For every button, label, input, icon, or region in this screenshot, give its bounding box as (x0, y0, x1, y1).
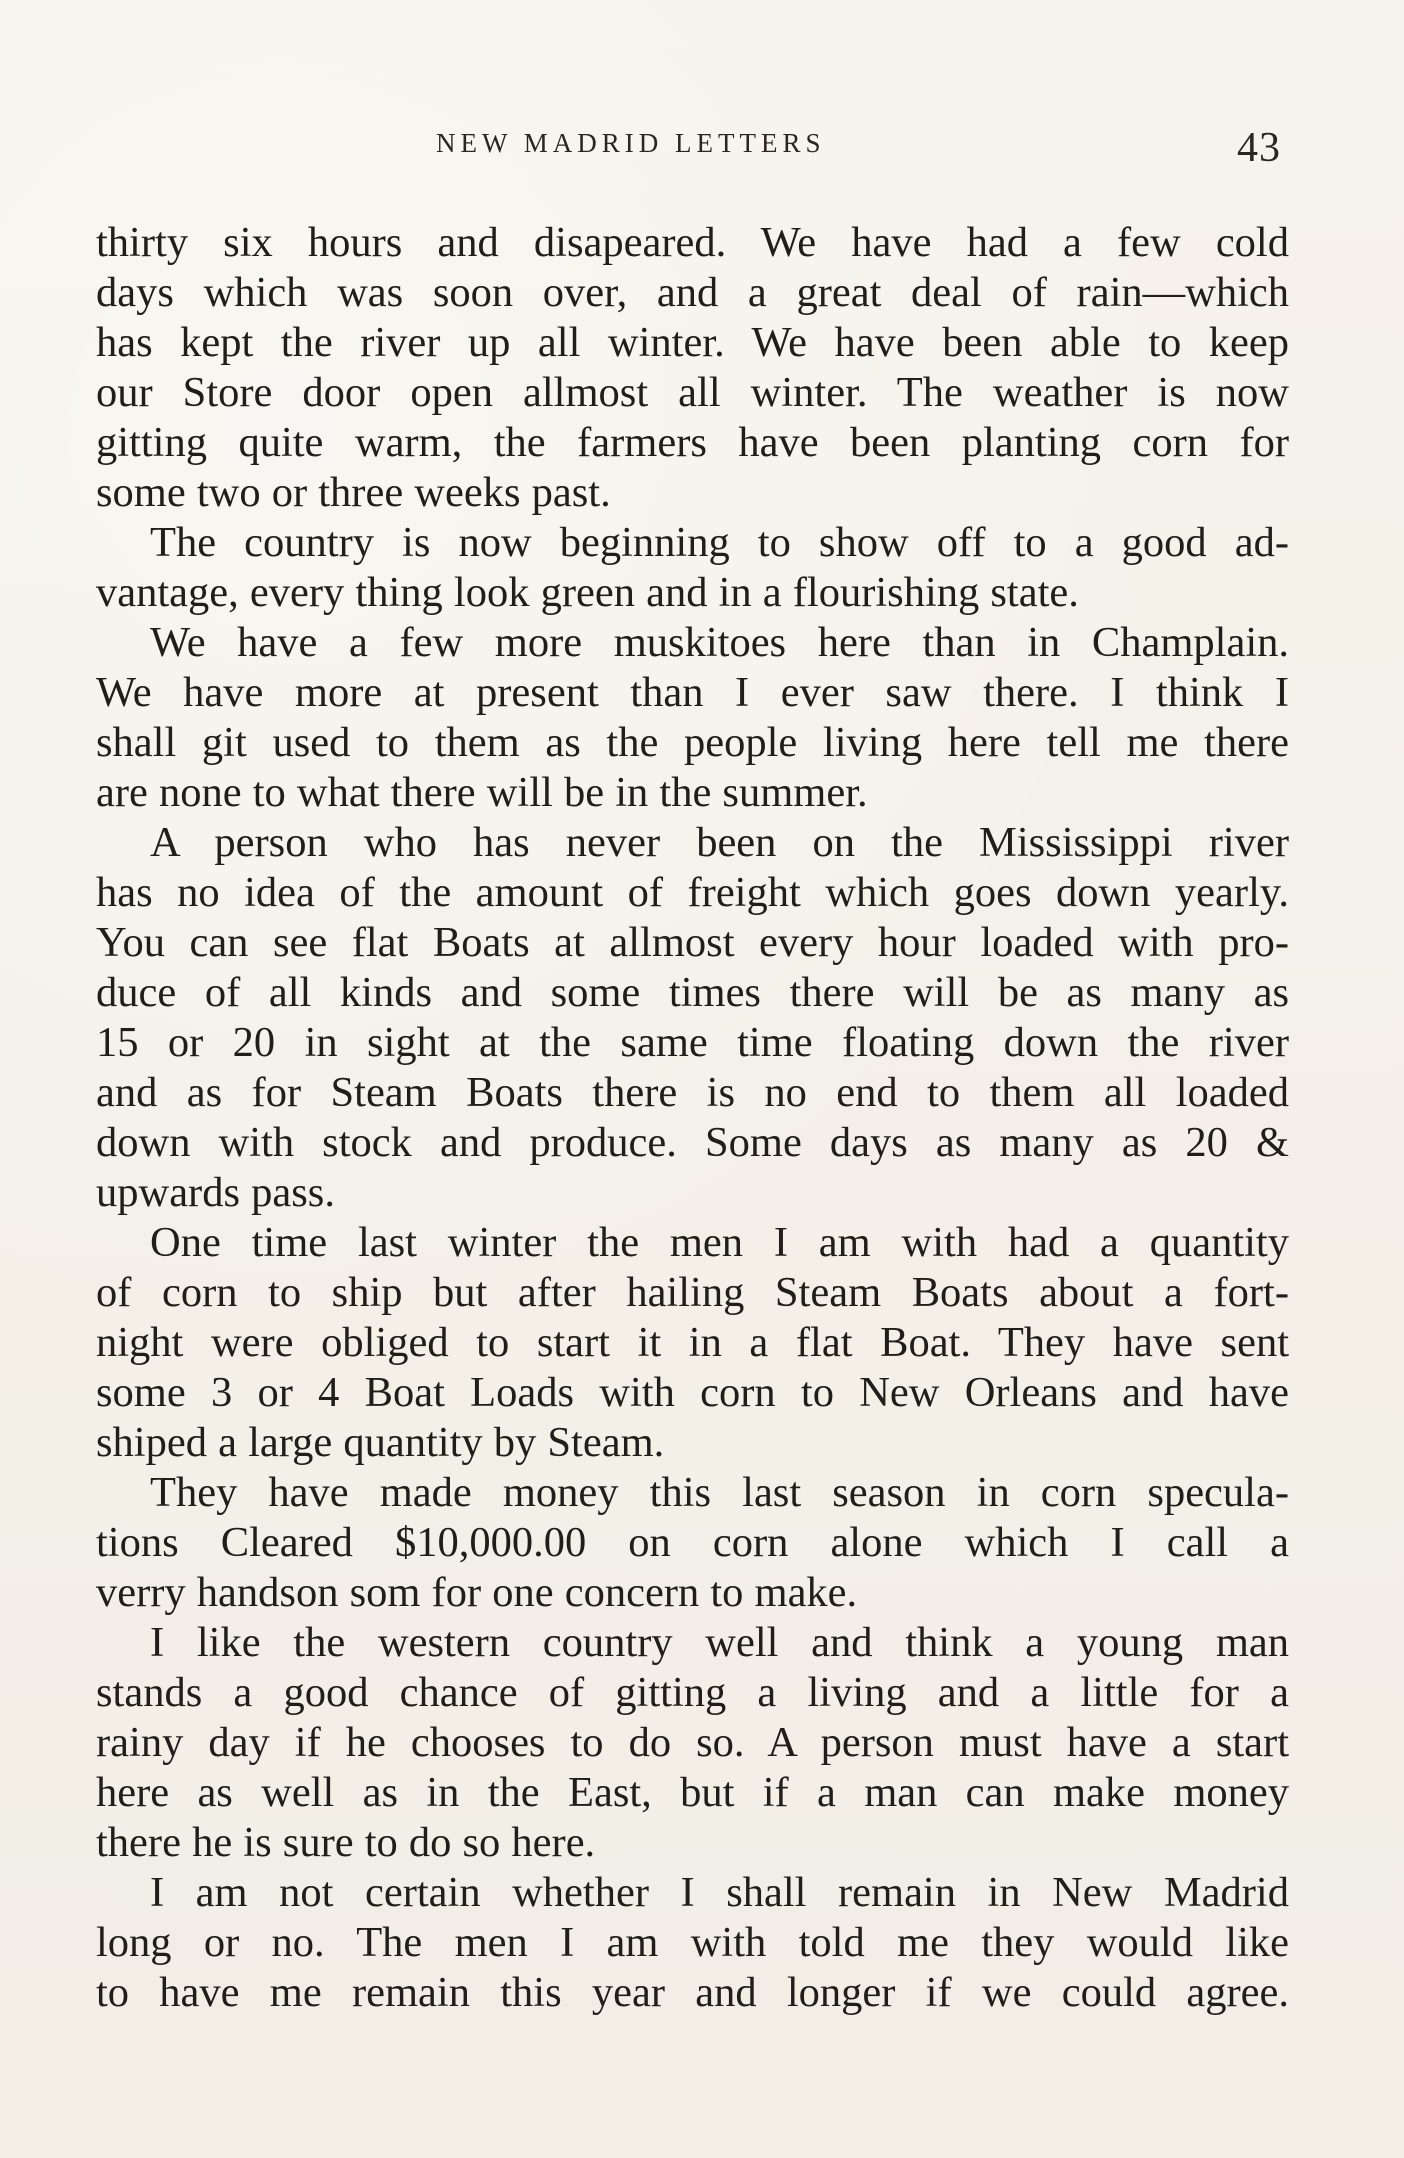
text-line: has kept the river up all winter. We have been able to keep (96, 319, 1289, 366)
letter-text (96, 218, 1289, 2018)
paragraph-4 (96, 818, 1289, 1218)
text-line: shall git used to them as the people living here tell me there (96, 719, 1289, 766)
paragraph-6 (96, 1468, 1289, 1618)
text-line: verry handson som for one concern to make. (96, 1569, 858, 1616)
text-line: there he is sure to do so here. (96, 1819, 596, 1866)
text-line: night were obliged to start it in a flat Boat. They have sent (96, 1319, 1289, 1366)
paragraph-2 (96, 518, 1289, 618)
text-line: rainy day if he chooses to do so. A person must have a start (96, 1719, 1289, 1766)
running-title: NEW MADRID LETTERS (436, 128, 826, 158)
text-line: upwards pass. (96, 1169, 335, 1216)
text-line: duce of all kinds and some times there will be as many as (96, 969, 1289, 1016)
text-line: We have a few more muskitoes here than in Champlain. (150, 619, 1289, 666)
text-line: and as for Steam Boats there is no end to them all loaded (96, 1069, 1289, 1116)
text-line: of corn to ship but after hailing Steam Boats about a fort- (96, 1269, 1289, 1316)
text-line: 15 or 20 in sight at the same time floating down the river (96, 1019, 1289, 1066)
text-line: here as well as in the East, but if a man can make money (96, 1769, 1289, 1816)
text-line: gitting quite warm, the farmers have been planting corn for (96, 419, 1289, 466)
text-line: A person who has never been on the Mississippi river (150, 819, 1289, 866)
text-line: We have more at present than I ever saw there. I think I (96, 669, 1289, 716)
text-line: The country is now beginning to show off to a good ad- (150, 519, 1289, 566)
text-line: I like the western country well and think a young man (150, 1619, 1289, 1666)
text-line: stands a good chance of gitting a living and a little for a (96, 1669, 1289, 1716)
text-line: tions Cleared $10,000.00 on corn alone which I call a (96, 1519, 1289, 1566)
text-line: One time last winter the men I am with had a quantity (150, 1219, 1289, 1266)
text-line: our Store door open allmost all winter. The weather is now (96, 369, 1289, 416)
text-line: some two or three weeks past. (96, 469, 611, 516)
paragraph-1 (96, 218, 1289, 518)
text-line: I am not certain whether I shall remain in New Madrid (150, 1869, 1289, 1916)
page-number: 43 (1237, 125, 1281, 171)
text-line: vantage, every thing look green and in a flourishing state. (96, 569, 1079, 616)
text-line: to have me remain this year and longer if we could agree. (96, 1969, 1289, 2016)
text-line: shiped a large quantity by Steam. (96, 1419, 665, 1466)
text-line: long or no. The men I am with told me they would like (96, 1919, 1289, 1966)
paragraph-5 (96, 1218, 1289, 1468)
text-line: days which was soon over, and a great deal of rain—which (96, 269, 1289, 316)
paragraph-3 (96, 618, 1289, 818)
text-line: some 3 or 4 Boat Loads with corn to New Orleans and have (96, 1369, 1289, 1416)
text-line: thirty six hours and disapeared. We have had a few cold (96, 219, 1289, 266)
paragraph-7 (96, 1618, 1289, 1868)
text-line: has no idea of the amount of freight which goes down yearly. (96, 869, 1289, 916)
text-line: down with stock and produce. Some days as many as 20 & (96, 1119, 1289, 1166)
text-line: They have made money this last season in corn specula- (150, 1469, 1289, 1516)
text-line: are none to what there will be in the summer. (96, 769, 868, 816)
text-line: You can see flat Boats at allmost every hour loaded with pro- (96, 919, 1289, 966)
paragraph-8 (96, 1868, 1289, 2018)
